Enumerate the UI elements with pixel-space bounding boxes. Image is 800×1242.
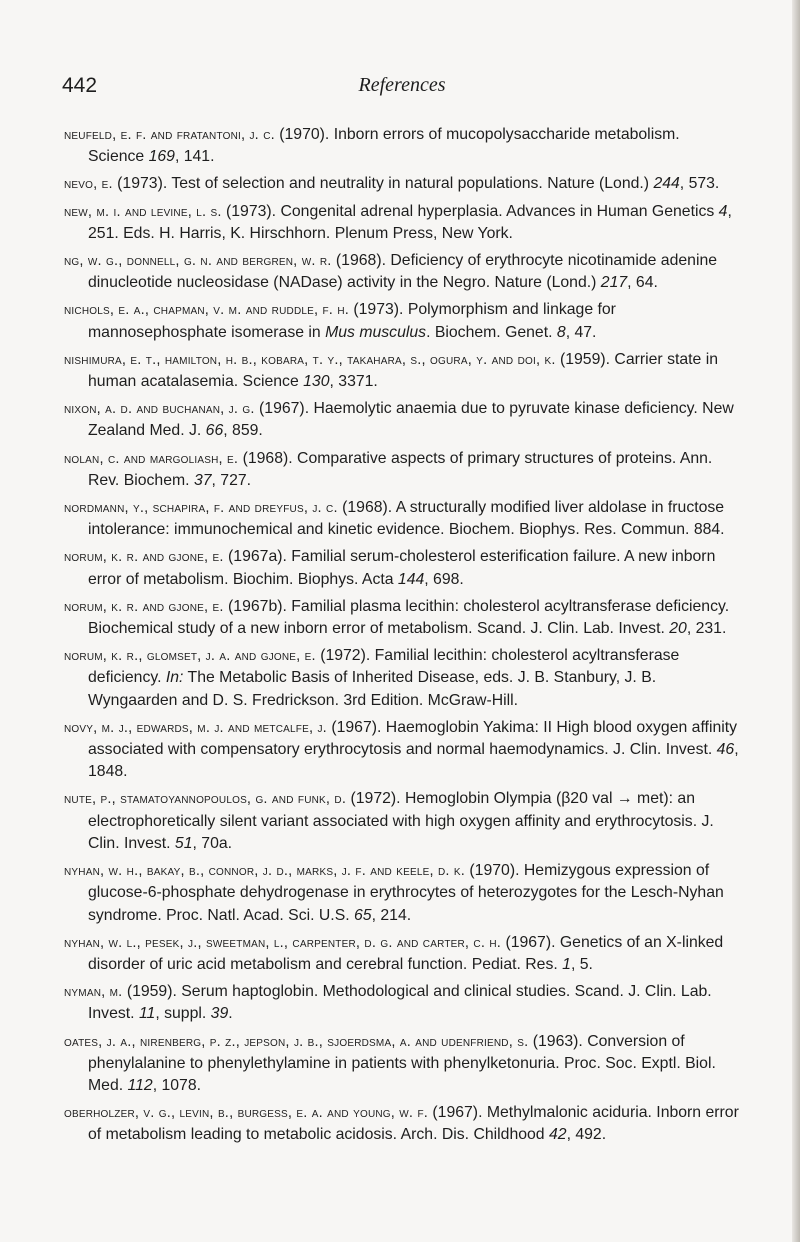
reference-text: Comparative aspects of primary structures of proteins. Ann. Rev. Biochem. (88, 449, 713, 489)
reference-entry (64, 1102, 740, 1146)
reference-italic: In: (165, 669, 184, 687)
reference-year: (1967). (432, 1104, 483, 1122)
reference-entry (64, 497, 740, 541)
reference-entry (64, 645, 740, 712)
reference-authors: oates, j. a., nirenberg, p. z., jepson, j. b., sjoerdsma, a. and udenfriend, s. (64, 1033, 529, 1050)
reference-year: (1968). (335, 252, 386, 270)
reference-volume: 42 (548, 1126, 567, 1144)
reference-entry (64, 788, 740, 855)
reference-volume: 20 (669, 620, 687, 638)
reference-year: (1968). (242, 449, 293, 467)
reference-entry (64, 250, 740, 294)
reference-authors: norum, k. r., glomset, j. a. and gjone, e. (64, 648, 316, 665)
reference-text: Congenital adrenal hyperplasia. Advances in Human Genetics (280, 202, 715, 220)
reference-authors: nyhan, w. h., bakay, b., connor, j. d., marks, j. f. and keele, d. k. (64, 863, 466, 880)
reference-entry (64, 173, 740, 195)
reference-suppl-number: 39 (210, 1005, 229, 1023)
reference-volume: 66 (205, 422, 224, 440)
reference-text: Haemolytic anaemia due to pyruvate kinase deficiency. New Zealand Med. J. (88, 400, 734, 440)
reference-pages: , 698. (424, 570, 464, 588)
reference-year: (1972). (320, 647, 371, 665)
reference-pages: , 5. (570, 955, 593, 973)
reference-year: (1967a). (228, 548, 287, 566)
reference-authors: nordmann, y., schapira, f. and dreyfus, j. c. (64, 500, 338, 517)
reference-list (64, 124, 740, 1152)
reference-year: (1968). (342, 499, 393, 517)
reference-text: Haemoglobin Yakima: II High blood oxygen affinity associated with compensatory erythrocytosis and normal haemodynamics. J. Clin. Invest. (88, 718, 738, 759)
reference-end: . (228, 1005, 233, 1023)
reference-volume: 217 (600, 274, 628, 292)
reference-entry (64, 596, 740, 640)
reference-authors: new, m. i. and levine, l. s. (64, 203, 222, 220)
reference-year: (1967b). (228, 597, 287, 615)
reference-text: Familial serum-cholesterol esterification failure. A new inborn error of metabolism. Biochim. Biophys. Acta (88, 548, 716, 588)
reference-pages: , 64. (627, 274, 658, 292)
reference-pages: , 3371. (329, 373, 378, 391)
page-header (62, 74, 742, 106)
page-number: 442 (62, 74, 98, 97)
running-title: References (358, 74, 446, 96)
reference-authors: ng, w. g., donnell, g. n. and bergren, w. r. (64, 253, 332, 270)
reference-pages: , 859. (223, 422, 263, 440)
reference-authors: nixon, a. d. and buchanan, j. g. (64, 401, 255, 418)
reference-pages: , 492. (566, 1126, 607, 1144)
reference-year: (1959). (126, 983, 177, 1001)
reference-authors: nevo, e. (64, 176, 113, 193)
page-edge-shadow (792, 0, 800, 1242)
reference-text: Familial lecithin: cholesterol acyltransferase deficiency. (88, 647, 680, 687)
reference-entry (64, 1031, 740, 1098)
reference-volume: 244 (653, 175, 680, 193)
reference-year: (1973). (226, 202, 277, 220)
reference-authors: oberholzer, v. g., levin, b., burgess, e. a. and young, w. f. (64, 1105, 429, 1122)
reference-year: (1973). (353, 301, 404, 319)
reference-text: Test of selection and neutrality in natural populations. Nature (Lond.) (171, 175, 650, 193)
reference-entry (64, 717, 740, 784)
reference-pages: , 231. (686, 620, 727, 638)
reference-authors: nolan, c. and margoliash, e. (64, 450, 239, 467)
reference-text: Hemizygous expression of glucose-6-phosphate dehydrogenase in erythrocytes of heterozygotes for the Lesch-Nyhan syndrome. Proc. Natl. Acad. Sci. U.S. (88, 862, 724, 924)
reference-text: A structurally modified liver aldolase in fructose intolerance: immunochemical and kinetic evidence. Biochem. Biophys. Res. Commun. 884. (88, 499, 725, 539)
reference-pages: , 141. (174, 148, 215, 166)
reference-italic: Mus musculus (325, 323, 427, 341)
reference-entry (64, 448, 740, 492)
reference-authors: nichols, e. a., chapman, v. m. and ruddle, f. h. (64, 302, 349, 319)
reference-volume: 1 (562, 955, 571, 973)
reference-authors: nyman, m. (64, 984, 123, 1001)
reference-authors: norum, k. r. and gjone, e. (64, 549, 224, 566)
reference-year: (1970). (469, 862, 520, 880)
reference-pages: , 70a. (192, 834, 233, 852)
reference-volume: 144 (397, 570, 425, 588)
reference-entry (64, 201, 740, 245)
reference-text: Polymorphism and linkage for mannosephosphate isomerase in (88, 301, 616, 341)
reference-year: (1967). (259, 400, 310, 418)
reference-volume: 65 (354, 906, 372, 924)
reference-entry (64, 981, 740, 1025)
reference-volume: 46 (716, 741, 735, 759)
reference-year: (1959). (559, 350, 611, 368)
reference-volume: 4 (718, 202, 728, 220)
reference-text: Inborn errors of mucopolysaccharide metabolism. Science (88, 126, 680, 166)
reference-text: Conversion of phenylalanine to phenylethylamine in patients with phenylketonuria. Proc. Soc. Exptl. Biol. Med. (88, 1032, 716, 1094)
reference-year: (1967). (505, 933, 556, 951)
reference-authors: nyhan, w. l., pesek, j., sweetman, l., carpenter, d. g. and carter, c. h. (64, 934, 502, 951)
reference-volume: 51 (174, 834, 193, 852)
reference-pages: , 214. (371, 906, 412, 924)
reference-volume: 169 (148, 148, 175, 166)
reference-volume: 37 (193, 471, 212, 489)
reference-authors: norum, k. r. and gjone, e. (64, 598, 224, 615)
reference-entry (64, 932, 740, 976)
reference-volume: 11 (138, 1005, 156, 1023)
reference-entry (64, 398, 740, 442)
reference-pages: , suppl. (155, 1005, 207, 1023)
reference-text: Methylmalonic aciduria. Inborn error of metabolism leading to metabolic acidosis. Arch. Dis. Childhood (88, 1104, 739, 1144)
reference-authors: nishimura, e. t., hamilton, h. b., kobara, t. y., takahara, s., ogura, y. and doi, k. (64, 351, 556, 368)
reference-entry (64, 124, 740, 168)
reference-pages: , 1848. (88, 741, 739, 781)
reference-pages: , 727. (211, 471, 252, 489)
reference-year: (1972). (350, 790, 401, 808)
reference-text: Serum haptoglobin. Methodological and clinical studies. Scand. J. Clin. Lab. Invest. (88, 983, 712, 1023)
reference-text: Carrier state in human acatalasemia. Science (88, 350, 719, 391)
reference-authors: novy, m. j., edwards, m. j. and metcalfe, j. (64, 719, 327, 736)
reference-year: (1967). (331, 718, 382, 736)
reference-year: (1970). (279, 126, 330, 143)
reference-authors: nute, p., stamatoyannopoulos, g. and funk, d. (64, 791, 347, 808)
reference-year: (1973). (117, 175, 168, 193)
reference-entry (64, 299, 740, 343)
reference-pages: , 251. Eds. H. Harris, K. Hirschhorn. Plenum Press, New York. (88, 202, 732, 242)
reference-year: (1963). (532, 1032, 583, 1050)
reference-pages: , 1078. (152, 1076, 202, 1094)
reference-volume: 130 (303, 373, 330, 391)
reference-text: Deficiency of erythrocyte nicotinamide adenine dinucleotide nucleosidase (NADase) activity in the Negro. Nature (Lond.) (88, 252, 718, 292)
reference-entry (64, 860, 740, 927)
reference-text-cont: . Biochem. Genet. (426, 323, 553, 341)
reference-text-cont: The Metabolic Basis of Inherited Disease, eds. J. B. Stanbury, J. B. Wyngaarden and D. S. Fredrickson. 3rd Edition. McGraw-Hill. (88, 669, 657, 709)
reference-volume: 8 (556, 323, 566, 341)
reference-text: Genetics of an X-linked disorder of uric acid metabolism and cerebral function. Pediat. Res. (88, 933, 724, 973)
reference-volume: 112 (127, 1076, 153, 1094)
reference-pages: , 47. (565, 323, 597, 341)
reference-entry (64, 349, 740, 393)
reference-authors: neufeld, e. f. and fratantoni, j. c. (64, 127, 275, 143)
reference-text: Hemoglobin Olympia (β20 val → met): an electrophoretically silent variant associated with high oxygen affinity and erythrocytosis. J. Clin. Invest. (88, 790, 714, 852)
reference-entry (64, 546, 740, 590)
reference-text: Familial plasma lecithin: cholesterol acyltransferase deficiency. Biochemical study of a new inborn error of metabolism. Scand. J. Clin. Lab. Invest. (88, 597, 730, 638)
reference-pages: , 573. (679, 175, 720, 193)
